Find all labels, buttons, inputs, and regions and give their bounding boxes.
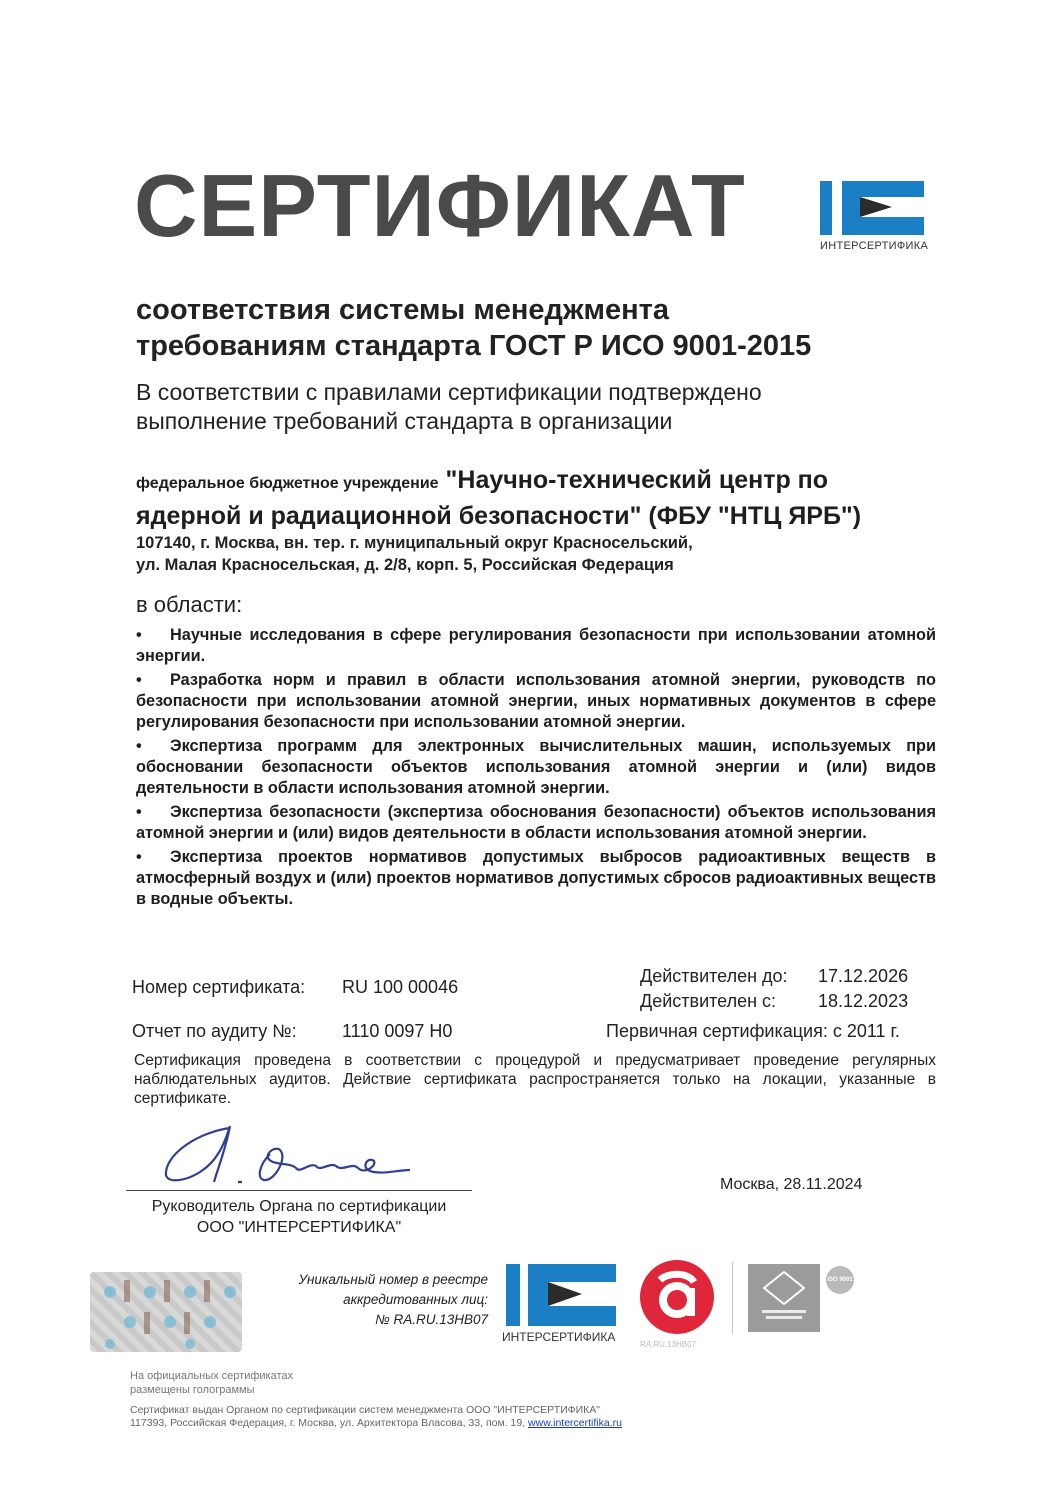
bullet-icon: •: [136, 671, 142, 689]
scope-item: • Экспертиза программ для электронных вычислительных машин, используемых при обосновании безопасности объектов использования атомной энергии и (или) видов деятельности в области использования атомной энергии.: [136, 737, 936, 797]
initial-certification: Первичная сертификация: с 2011 г.: [606, 1021, 900, 1041]
intro-line1: В соответствии с правилами сертификации подтверждено: [136, 379, 762, 405]
scope-item: • Научные исследования в сфере регулирования безопасности при использовании атомной энергии.: [136, 626, 936, 665]
registry-line2: аккредитованных лиц:: [343, 1292, 488, 1307]
organization-type: федеральное бюджетное учреждение: [136, 475, 439, 492]
footer-line1: Сертификат выдан Органом по сертификации систем менеджмента ООО "ИНТЕРСЕРТИФИКА": [130, 1404, 601, 1416]
valid-from-label: Действителен с:: [640, 991, 777, 1011]
scope-list: [136, 625, 936, 913]
website-link[interactable]: www.intercertifika.ru: [528, 1417, 622, 1429]
scope-item: • Экспертиза безопасности (экспертиза обоснования безопасности) объектов использования атомной энергии и (или) видов деятельности в области использования атомной энергии.: [136, 803, 936, 842]
audit-label: Отчет по аудиту №:: [132, 1021, 297, 1041]
certification-note: Сертификация проведена в соответствии с процедурой и предусматривает проведение регулярных наблюдательных аудитов. Действие сертификата распространяется только на локации, указанные в сертификате.: [134, 1052, 936, 1107]
certificate-title: СЕРТИФИКАТ: [134, 156, 746, 255]
valid-until: 17.12.2026: [818, 966, 909, 986]
accreditation-code: RA.RU.13НВ07: [640, 1340, 697, 1349]
footer-address: 117393, Российская Федерация, г. Москва, ул. Архитектора Власова, 33, пом. 19,: [130, 1417, 526, 1429]
footer: [130, 1404, 622, 1430]
cert-number: RU 100 00046: [342, 977, 459, 997]
scope-label: в области:: [136, 592, 243, 617]
address-line2: ул. Малая Красносельская, д. 2/8, корп. 5, Российская Федерация: [136, 556, 674, 574]
standard-title-line1: соответствия системы менеджмента: [136, 294, 669, 326]
registry-number: № RA.RU.13НВ07: [375, 1312, 488, 1327]
audit-number: 1110 0097 Н0: [342, 1021, 453, 1041]
hologram-pattern: [90, 1272, 242, 1352]
hologram-image: [90, 1272, 242, 1352]
hologram-note-line1: На официальных сертификатах: [130, 1370, 294, 1382]
standard-title-line2: требованиям стандарта ГОСТ Р ИСО 9001-2015: [136, 330, 812, 362]
footer-line2: [130, 1417, 622, 1430]
registry-line1: Уникальный номер в реестре: [298, 1272, 488, 1287]
accreditation-logo: [638, 1258, 716, 1336]
iso-diamond-icon: [748, 1264, 820, 1332]
intro-text: [136, 378, 762, 436]
bullet-icon: •: [136, 626, 142, 644]
iso-seal: ISO 9001: [826, 1266, 854, 1294]
valid-until-label: Действителен до:: [640, 966, 788, 986]
hologram-note: [130, 1369, 293, 1397]
registry-info: [270, 1270, 488, 1330]
signature-image: [160, 1118, 420, 1190]
organization-title: "Научно-технический центр по ядерной и радиационной безопасности" (ФБУ "НТЦ ЯРБ"): [136, 466, 862, 530]
scope-item: • Экспертиза проектов нормативов допустимых выбросов радиоактивных веществ в атмосферный воздух и (или) проектов нормативов допустимых сбросов радиоактивных веществ в водные объекты.: [136, 848, 936, 908]
scope-item: • Разработка норм и правил в области использования атомной энергии, руководств по безопасности при использовании атомной энергии, иных нормативных документов в сфере регулирования безопасности при использовании атомной энергии.: [136, 671, 936, 731]
signatory-role-line2: ООО "ИНТЕРСЕРТИФИКА": [196, 1219, 402, 1236]
hologram-note-line2: размещены голограммы: [130, 1384, 255, 1396]
logo-caption: ИНТЕРСЕРТИФИКА: [820, 240, 929, 252]
address-line1: 107140, г. Москва, вн. тер. г. муниципальный округ Красносельский,: [136, 534, 693, 552]
valid-from: 18.12.2023: [818, 991, 909, 1011]
cert-number-label: Номер сертификата:: [132, 977, 306, 997]
divider: [732, 1262, 733, 1334]
intercertifika-logo-bottom: [500, 1262, 618, 1332]
organization-name: [136, 464, 936, 532]
iso-certification-badge: [748, 1264, 820, 1332]
bullet-icon: •: [136, 848, 142, 866]
bullet-icon: •: [136, 737, 142, 755]
intro-line2: выполнение требований стандарта в организации: [136, 408, 673, 434]
bullet-icon: •: [136, 803, 142, 821]
standard-title: [136, 292, 811, 364]
organization-address: [136, 532, 693, 576]
bottom-logo-caption: ИНТЕРСЕРТИФИКА: [502, 1330, 616, 1344]
place-date: Москва, 28.11.2024: [720, 1176, 863, 1193]
signatory-role-line1: Руководитель Органа по сертификации: [151, 1198, 447, 1215]
signatory-role: [126, 1196, 472, 1238]
signature-line: [126, 1190, 472, 1191]
